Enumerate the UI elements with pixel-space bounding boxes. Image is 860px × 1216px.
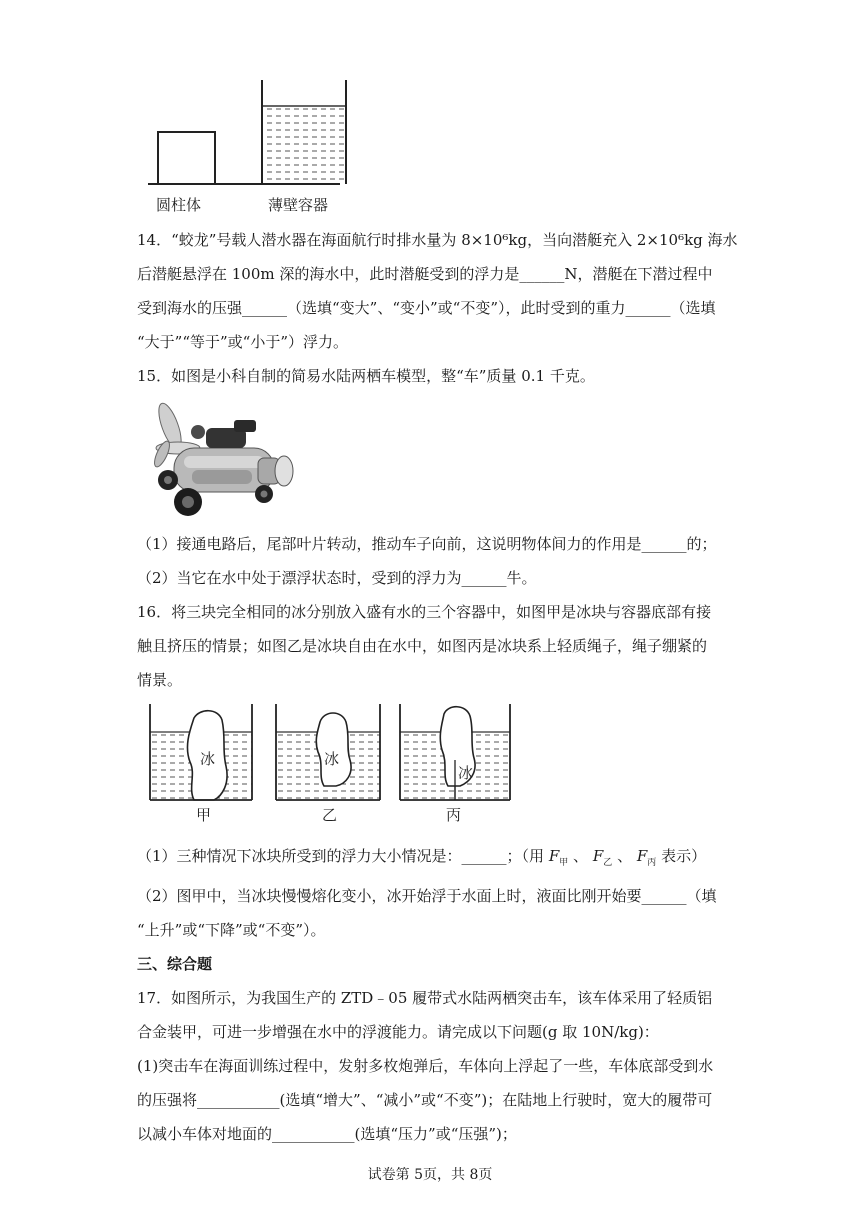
q14-line-1: 14．“蛟龙”号载人潜水器在海面航行时排水量为 8×10⁶kg，当向潜艇充入 2×10⁶kg 海水 xyxy=(137,231,738,249)
ice-containers-figure xyxy=(142,704,522,826)
separator-2: 、 xyxy=(617,847,633,865)
container-bing xyxy=(400,704,510,800)
q15-sub-2: （2）当它在水中处于漂浮状态时，受到的浮力为______牛。 xyxy=(137,569,537,587)
cylinder-container-figure xyxy=(140,78,370,188)
q16-sub-2-line-2: “上升”或“下降”或“不变”）。 xyxy=(137,921,326,939)
section-heading: 三、综合题 xyxy=(137,955,213,973)
f-symbol-jia: F xyxy=(548,847,560,865)
subscript-bing: 丙 xyxy=(647,858,657,868)
ice-char-yi: 冰 xyxy=(324,750,340,768)
q16-line-1: 16．将三块完全相同的冰分别放入盛有水的三个容器中，如图甲是冰块与容器底部有接 xyxy=(137,603,712,621)
q16-sub-2-line-1: （2）图甲中，当冰块慢慢熔化变小，冰开始浮于水面上时，液面比刚开始要______（填 xyxy=(137,887,717,905)
ice-char-bing: 冰 xyxy=(458,764,474,782)
q16-line-3: 情景。 xyxy=(137,671,183,689)
amphibious-car-photo xyxy=(148,398,298,524)
caption-jia: 甲 xyxy=(196,806,212,824)
cylinder-shape xyxy=(158,132,215,184)
q17-line-4: 的压强将___________(选填“增大”、“减小”或“不变”)；在陆地上行驶时，宽大的履带可 xyxy=(137,1091,713,1109)
q14-line-3: 受到海水的压强______（选填“变大”、“变小”或“不变”），此时受到的重力______（选填 xyxy=(137,299,716,317)
cylinder-label: 圆柱体 xyxy=(156,196,202,214)
q14-line-2: 后潜艇悬浮在 100m 深的海水中，此时潜艇受到的浮力是______N，潜艇在下潜过程中 xyxy=(137,265,713,283)
subscript-jia: 甲 xyxy=(559,858,569,868)
q14-line-4: “大于”“等于”或“小于”）浮力。 xyxy=(137,333,349,351)
f-symbol-yi: F xyxy=(592,847,604,865)
caption-yi: 乙 xyxy=(322,806,338,824)
q15-line-1: 15．如图是小科自制的简易水陆两栖车模型，整“车”质量 0.1 千克。 xyxy=(137,367,595,385)
q17-line-5: 以减小车体对地面的___________(选填“压力”或“压强”)； xyxy=(137,1125,517,1143)
q17-line-3: (1)突击车在海面训练过程中，发射多枚炮弹后，车体向上浮起了一些，车体底部受到水 xyxy=(137,1057,714,1075)
container-label: 薄壁容器 xyxy=(268,196,329,214)
q17-line-1: 17．如图所示，为我国生产的 ZTD﹣05 履带式水陆两栖突击车，该车体采用了轻质铝 xyxy=(137,989,713,1007)
q16-sub1-suffix: 表示） xyxy=(661,847,707,865)
q16-sub1-prefix: （1）三种情况下冰块所受到的浮力大小情况是：______；（用 xyxy=(137,847,545,865)
caption-bing: 丙 xyxy=(446,806,462,824)
q16-sub-1 xyxy=(137,846,706,873)
container-jia xyxy=(150,704,252,800)
f-symbol-bing: F xyxy=(636,847,648,865)
separator-1: 、 xyxy=(573,847,589,865)
ice-char-jia: 冰 xyxy=(200,750,216,768)
q16-line-2: 触且挤压的情景；如图乙是冰块自由在水中，如图丙是冰块系上轻质绳子，绳子绷紧的 xyxy=(137,637,708,655)
subscript-yi: 乙 xyxy=(603,858,613,868)
container-yi xyxy=(276,704,380,800)
page-footer: 试卷第 5页，共 8页 xyxy=(367,1167,493,1183)
q17-line-2: 合金装甲，可进一步增强在水中的浮渡能力。请完成以下问题(g 取 10N/kg)： xyxy=(137,1023,659,1041)
q15-sub-1: （1）接通电路后，尾部叶片转动，推动车子向前，这说明物体间力的作用是______的； xyxy=(137,535,717,553)
container-water xyxy=(264,106,344,184)
